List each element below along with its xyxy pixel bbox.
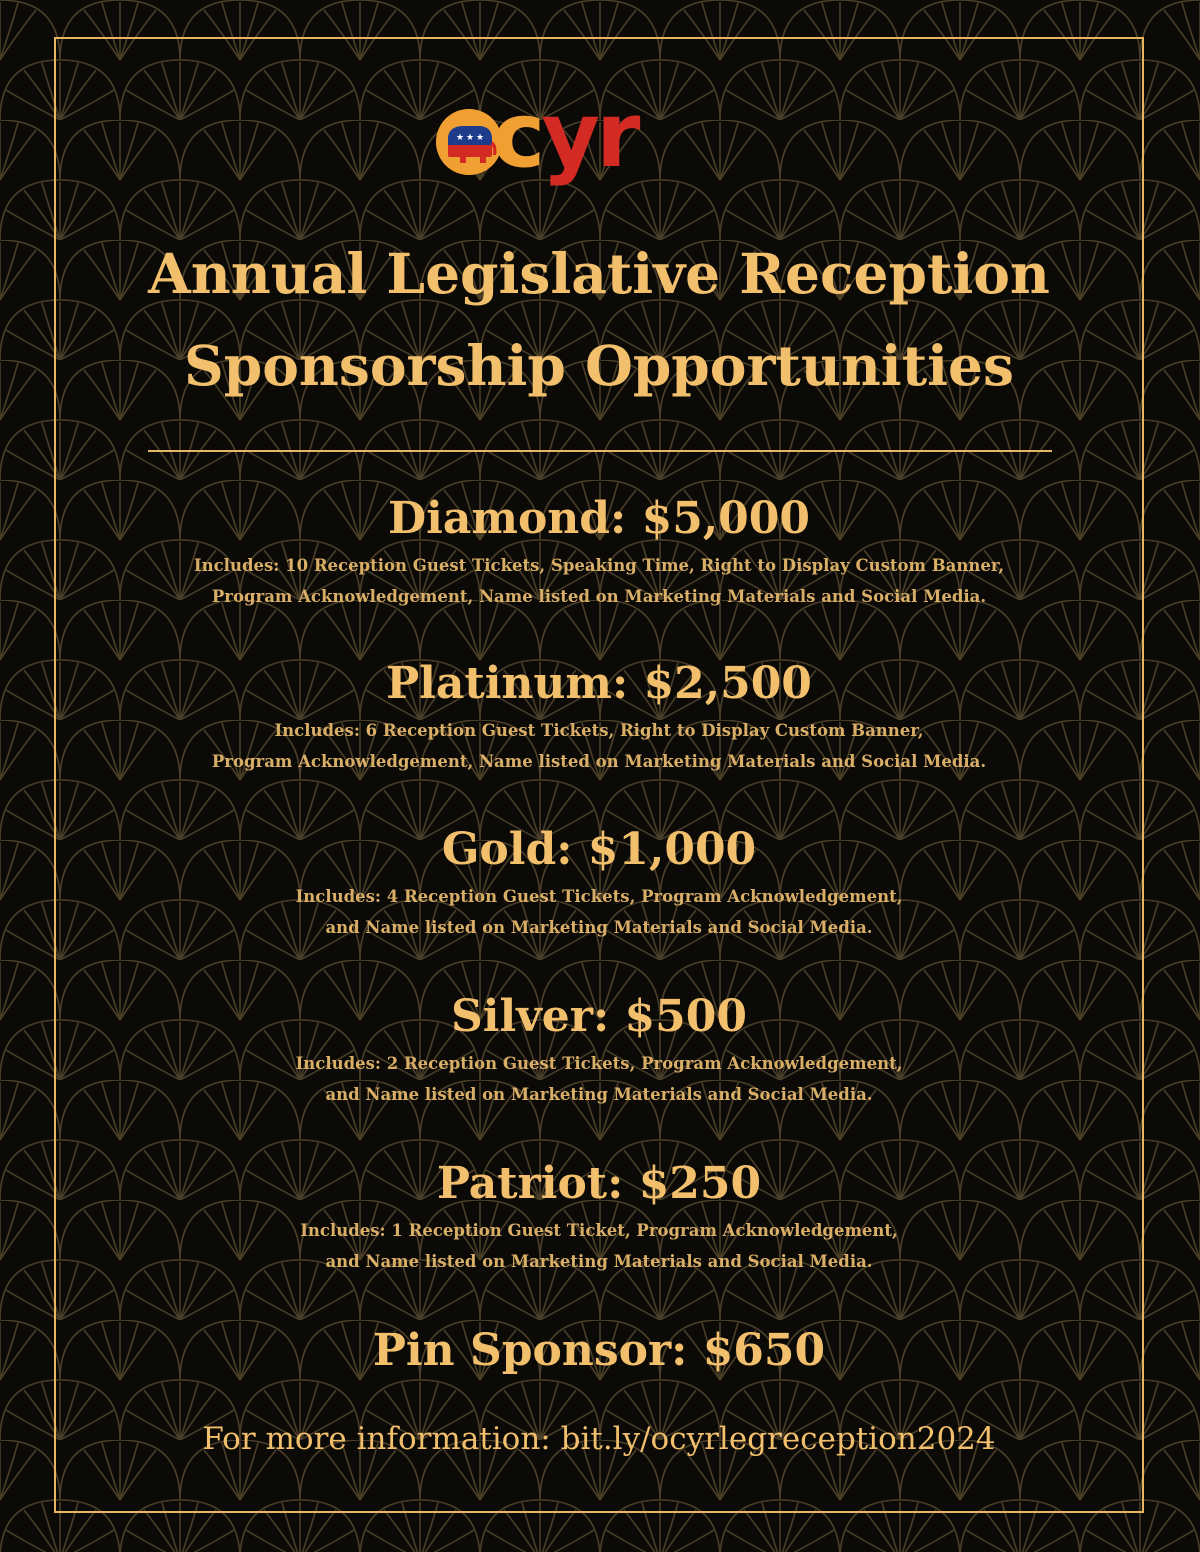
- logo-wordmark: [492, 81, 636, 191]
- tier-description: [54, 550, 1144, 612]
- tier-desc-line-2: Program Acknowledgement, Name listed on Marketing Materials and Social Media.: [211, 752, 987, 771]
- svg-text:★: ★: [476, 133, 485, 143]
- tier-desc-line-2: and Name listed on Marketing Materials and Social Media.: [325, 1085, 873, 1104]
- tier-name: Silver: $500: [451, 991, 747, 1042]
- tier-silver: [54, 990, 1144, 1110]
- tier-name: Diamond: $5,000: [388, 493, 810, 544]
- tier-pin-sponsor: [54, 1324, 1144, 1378]
- title-line-1: Annual Legislative Reception: [148, 241, 1050, 306]
- tier-description: [54, 1215, 1144, 1277]
- svg-text:★: ★: [466, 133, 475, 143]
- tier-desc-line-2: and Name listed on Marketing Materials and Social Media.: [325, 1252, 873, 1271]
- logo-letter-c: c: [492, 83, 542, 188]
- title-divider: [148, 450, 1052, 452]
- tier-name: Platinum: $2,500: [386, 658, 812, 709]
- tier-desc-line-1: Includes: 1 Reception Guest Ticket, Program Acknowledgement,: [300, 1221, 898, 1240]
- tier-platinum: [54, 657, 1144, 777]
- tier-desc-line-2: Program Acknowledgement, Name listed on Marketing Materials and Social Media.: [211, 587, 987, 606]
- svg-text:★: ★: [456, 133, 465, 143]
- more-info-link[interactable]: For more information: bit.ly/ocyrlegreception2024: [202, 1421, 996, 1457]
- tier-desc-line-1: Includes: 4 Reception Guest Tickets, Program Acknowledgement,: [295, 887, 903, 906]
- logo-letters-yr: yr: [541, 83, 637, 188]
- tier-name: Pin Sponsor: $650: [372, 1325, 826, 1376]
- tier-desc-line-2: and Name listed on Marketing Materials and Social Media.: [325, 918, 873, 937]
- tier-desc-line-1: Includes: 10 Reception Guest Tickets, Speaking Time, Right to Display Custom Banner,: [193, 556, 1005, 575]
- tier-gold: [54, 823, 1144, 943]
- tier-name: Gold: $1,000: [441, 824, 757, 875]
- tier-patriot: [54, 1157, 1144, 1277]
- ocyr-logo: [436, 83, 716, 209]
- title-line-2: Sponsorship Opportunities: [184, 333, 1014, 398]
- tier-diamond: [54, 492, 1144, 612]
- tier-description: [54, 881, 1144, 943]
- tier-name: Patriot: $250: [436, 1158, 762, 1209]
- tier-description: [54, 1048, 1144, 1110]
- tier-description: [54, 715, 1144, 777]
- flyer-content: [54, 37, 1144, 1513]
- tier-desc-line-1: Includes: 6 Reception Guest Tickets, Right to Display Custom Banner,: [274, 721, 924, 740]
- tier-desc-line-1: Includes: 2 Reception Guest Tickets, Program Acknowledgement,: [295, 1054, 903, 1073]
